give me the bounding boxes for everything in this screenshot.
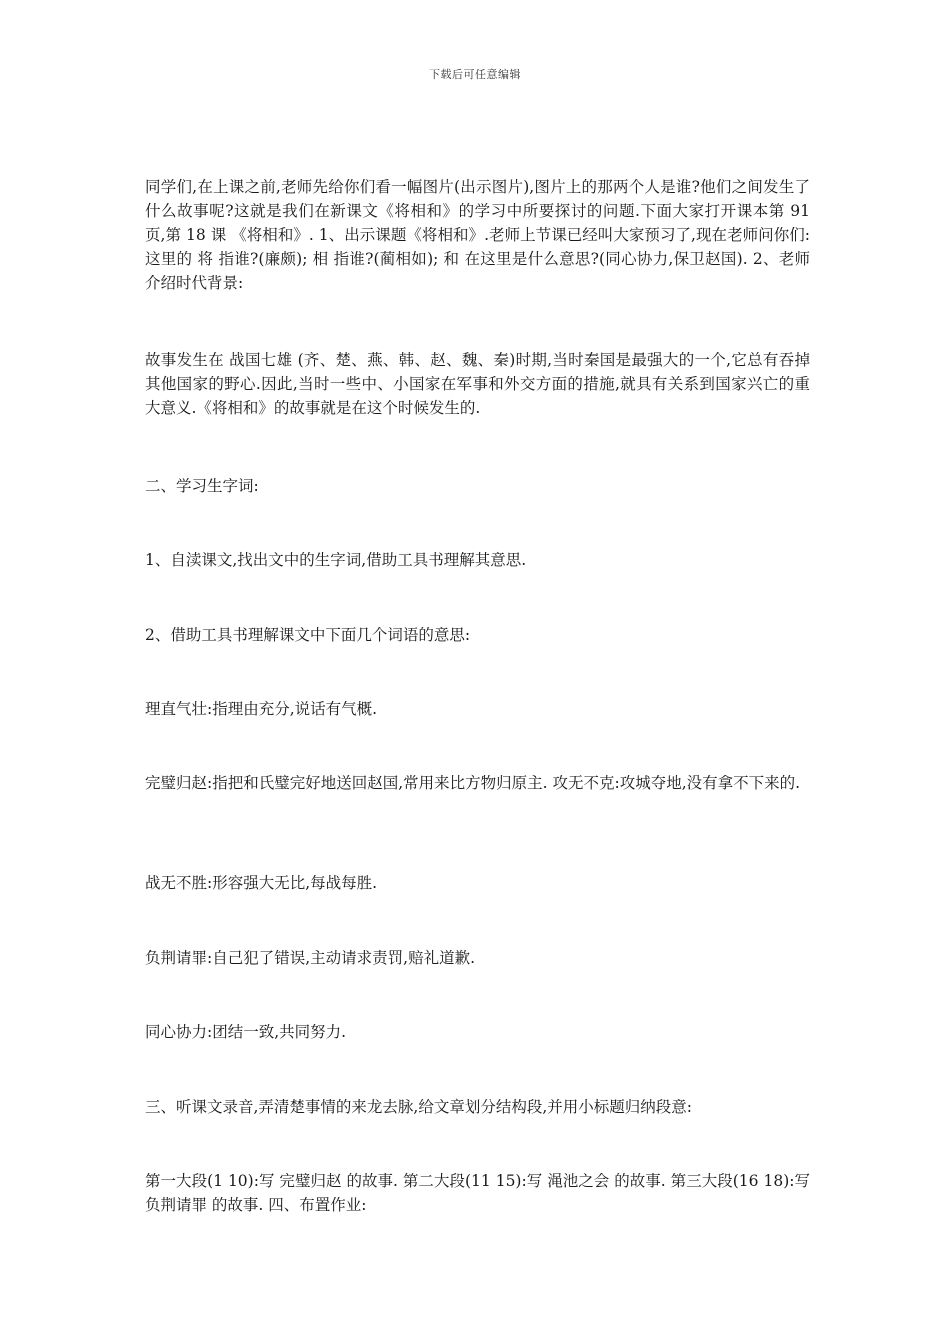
definition-fujingqingzui: 负荆请罪:自己犯了错误,主动请求责罚,赔礼道歉. (145, 949, 476, 967)
section-two-heading: 二、学习生字词: (145, 477, 259, 495)
vocab-step-two: 2、借助工具书理解课文中下面几个词语的意思: (145, 626, 471, 644)
definition-zhanwubusheng: 战无不胜:形容强大无比,每战每胜. (145, 874, 378, 892)
definition-lizhiqizhuang: 理直气壮:指理由充分,说话有气概. (145, 700, 378, 718)
definition-wanbiguizhao: 完璧归赵:指把和氏璧完好地送回赵国,常用来比方物归原主. 攻无不克:攻城夺地,没有拿不下来的. (145, 774, 801, 792)
definition-tongxinxieli: 同心协力:团结一致,共同努力. (145, 1023, 347, 1041)
section-three-heading: 三、听课文录音,弄清楚事情的来龙去脉,给文章划分结构段,并用小标题归纳段意: (145, 1098, 693, 1116)
vocab-step-one: 1、自渎课文,找出文中的生字词,借助工具书理解其意思. (145, 551, 527, 569)
background-paragraph: 故事发生在 战国七雄 (齐、楚、燕、韩、赵、魏、秦)时期,当时秦国是最强大的一个,它总有吞掉其他国家的野心.因此,当时一些中、小国家在军事和外交方面的措施,就具有关系到国家兴亡的重大意义.《将相和》的故事就是在这个时候发生的. (145, 351, 810, 417)
page-header: 下载后可任意编辑 (429, 68, 521, 81)
structure-paragraph: 第一大段(1 10):写 完璧归赵 的故事. 第二大段(11 15):写 渑池之会 的故事. 第三大段(16 18):写 负荆请罪 的故事. 四、布置作业: (145, 1172, 810, 1214)
intro-paragraph: 同学们,在上课之前,老师先给你们看一幅图片(出示图片),图片上的那两个人是谁?他们之间发生了什么故事呢?这就是我们在新课文《将相和》的学习中所要探讨的问题.下面大家打开课本第 91 页,第 18 课 《将相和》. 1、出示课题《将相和》.老师上节课已经叫大家预习了,现在老师问你们:这里的 将 指谁?(廉颇); 相 指谁?(蔺相如); 和 在这里是什么意思?(同心协力,保卫赵国). 2、老师介绍时代背景: (145, 178, 810, 292)
